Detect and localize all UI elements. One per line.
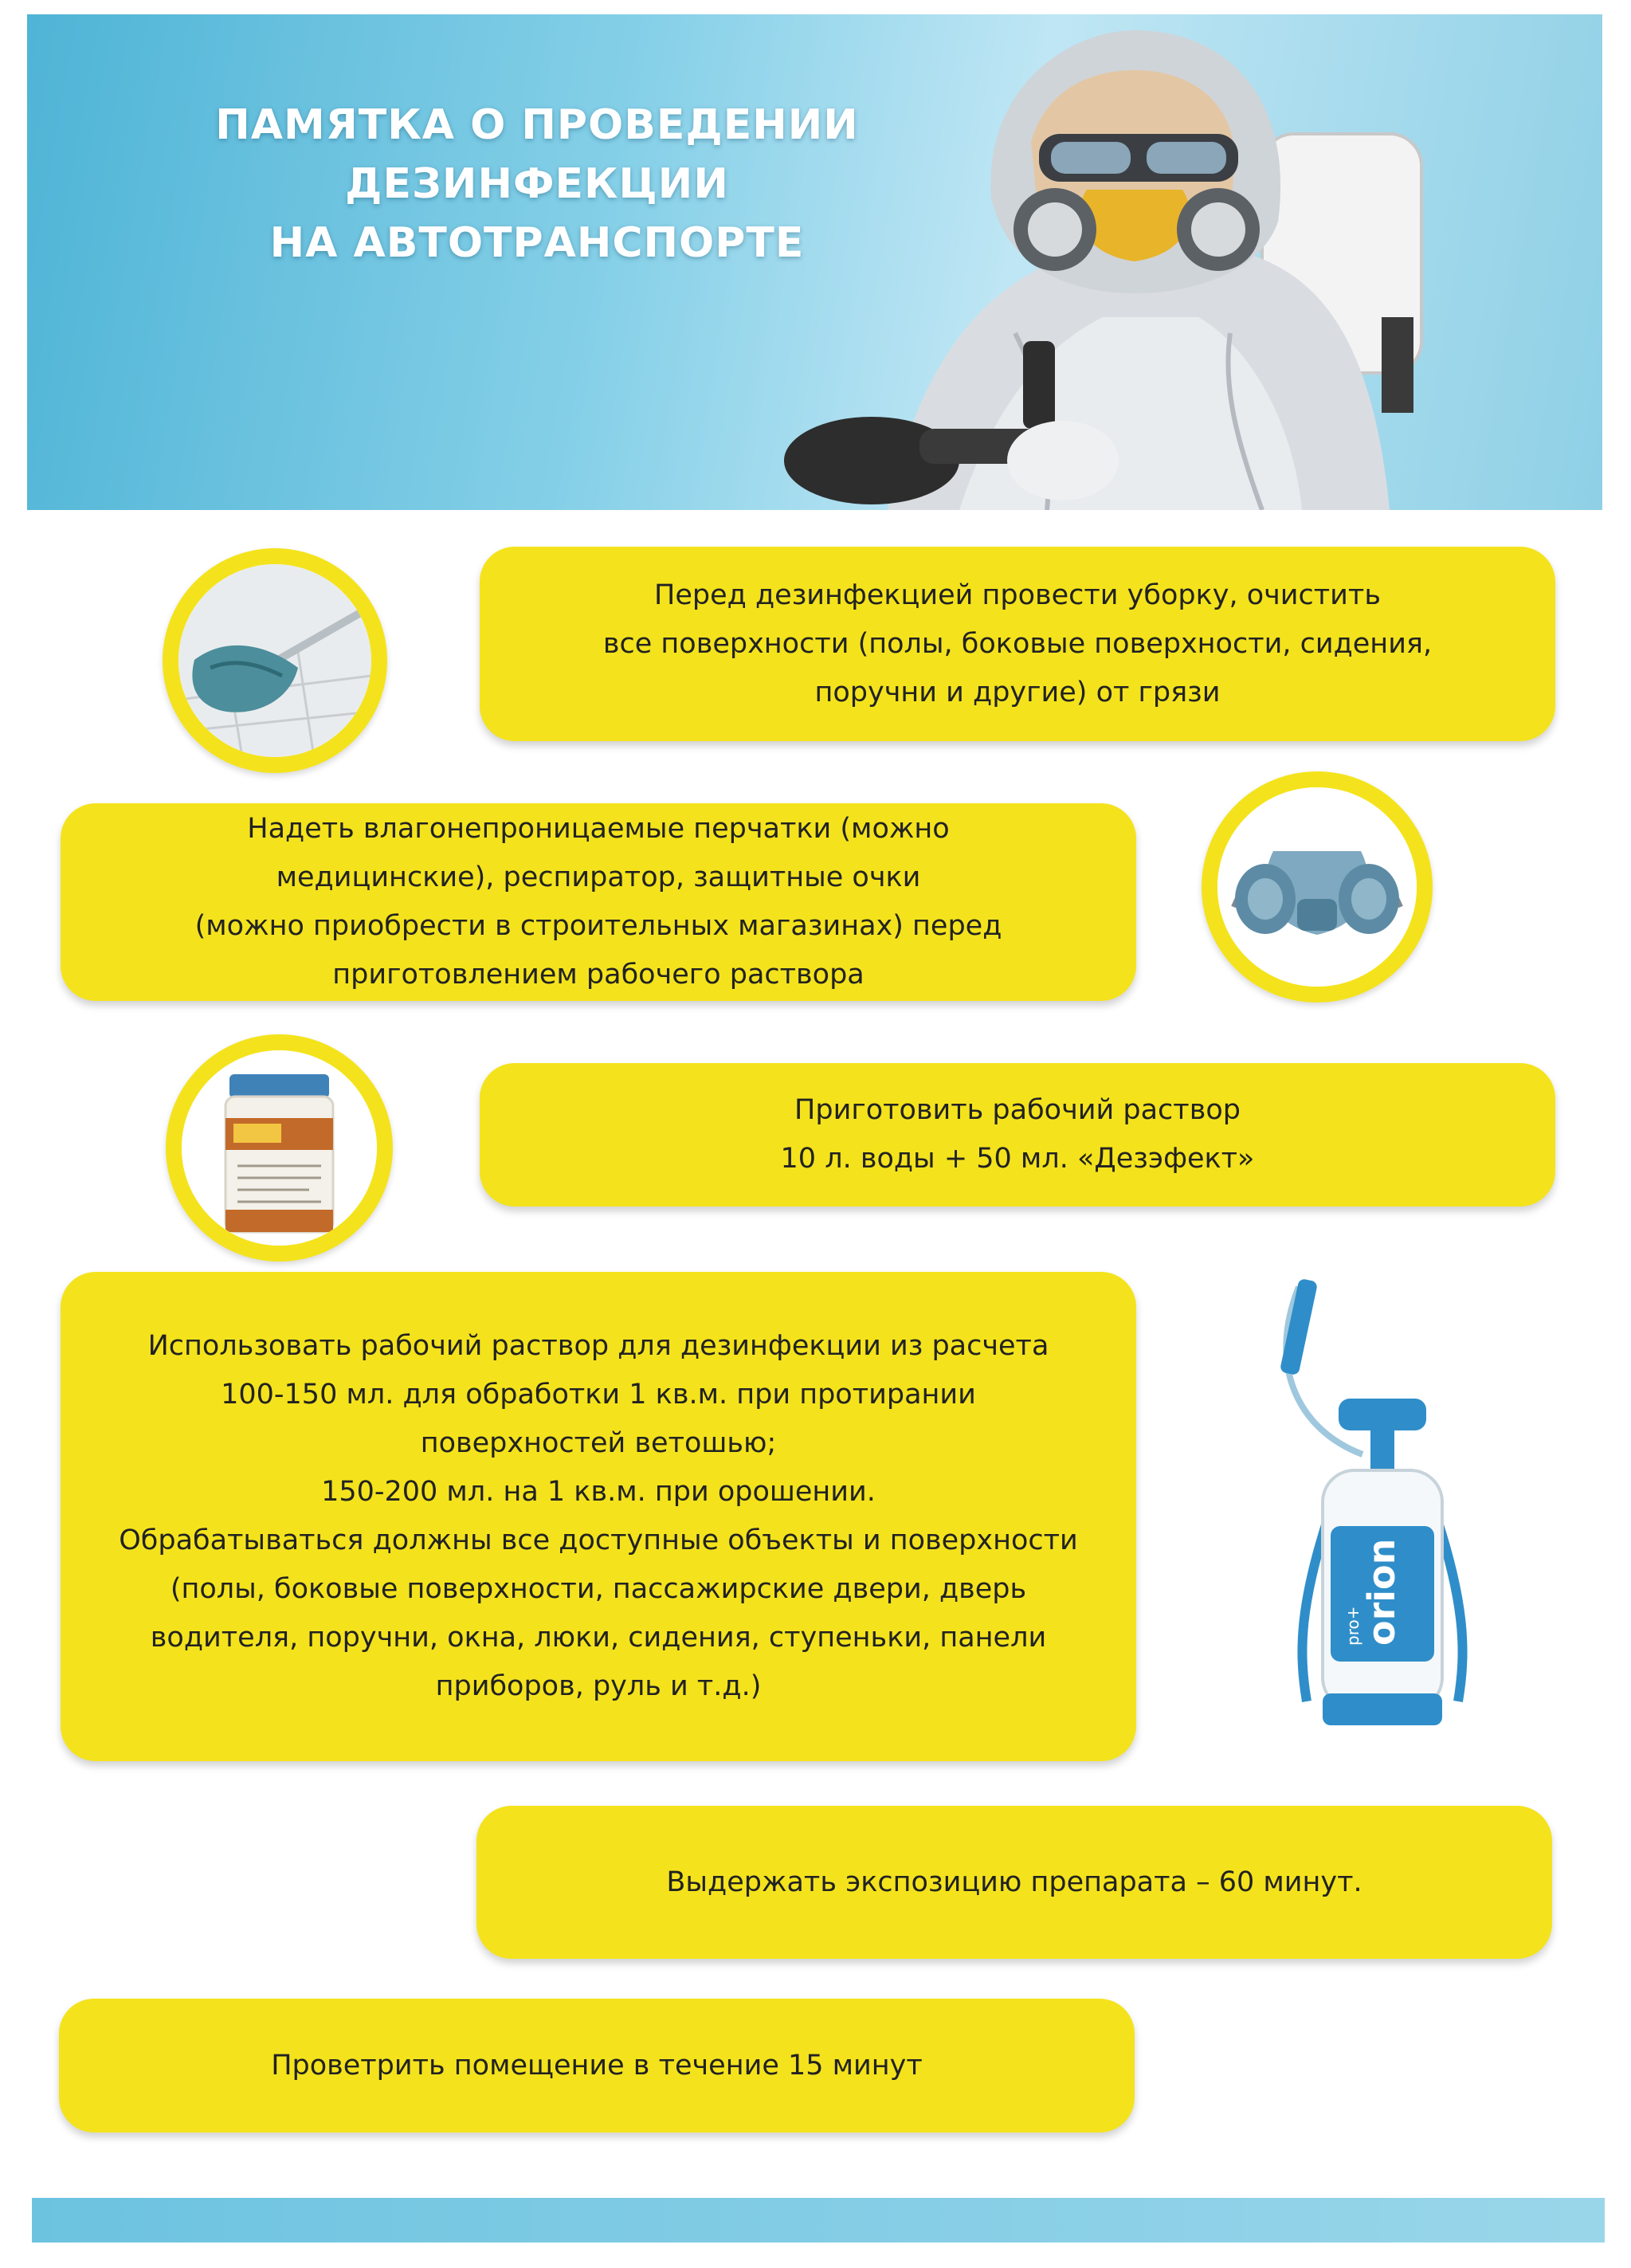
step-4-line-2: 100-150 мл. для обработки 1 кв.м. при протирании	[221, 1379, 976, 1411]
footer-bar	[32, 2198, 1605, 2242]
step-2-protective-equipment	[61, 803, 1136, 1001]
step-1-clean-surfaces	[480, 547, 1555, 741]
step-2-line-2: медицинские), респиратор, защитные очки	[276, 861, 921, 893]
step-1-line-3: поручни и другие) от грязи	[814, 676, 1221, 708]
step-4-line-8: приборов, руль и т.д.)	[435, 1670, 762, 1702]
sprayer-model-text: pro+	[1343, 1606, 1362, 1646]
step-6-line-1: Проветрить помещение в течение 15 минут	[271, 2049, 923, 2082]
step-3-line-1: Приготовить рабочий раствор	[794, 1094, 1241, 1126]
sprayer-icon	[1251, 1271, 1490, 1733]
step-4-line-4: 150-200 мл. на 1 кв.м. при орошении.	[321, 1476, 876, 1508]
sprayer-brand-text: orion	[1360, 1538, 1403, 1646]
step-4-line-5: Обрабатываться должны все доступные объекты и поверхности	[119, 1524, 1078, 1556]
mop-icon	[178, 564, 371, 757]
step-4-line-3: поверхностей ветошью;	[420, 1427, 777, 1459]
step-3-line-2: 10 л. воды + 50 мл. «Дезэфект»	[780, 1143, 1255, 1175]
step-4-line-1: Использовать рабочий раствор для дезинфекции из расчета	[147, 1330, 1049, 1362]
step-4-line-7: водителя, поручни, окна, люки, сидения, ступеньки, панели	[150, 1622, 1047, 1654]
step-5-exposure-time	[476, 1806, 1552, 1959]
step-4-apply-solution	[61, 1272, 1136, 1761]
header-banner	[27, 14, 1602, 510]
step-6-ventilate-room	[59, 1999, 1135, 2133]
respirator-icon	[1217, 787, 1417, 987]
step-3-prepare-solution	[480, 1063, 1555, 1207]
step-1-line-2: все поверхности (полы, боковые поверхности, сидения,	[602, 627, 1433, 660]
step-2-line-1: Надеть влагонепроницаемые перчатки (можно	[247, 813, 950, 845]
step-4-line-6: (полы, боковые поверхности, пассажирские двери, дверь	[170, 1573, 1027, 1605]
page-title-line-1: ПАМЯТКА О ПРОВЕДЕНИИ ДЕЗИНФЕКЦИИ	[215, 101, 859, 208]
disinfectant-jar-icon	[182, 1050, 377, 1246]
hazmat-worker-illustration	[752, 14, 1549, 510]
step-1-line-1: Перед дезинфекцией провести уборку, очистить	[654, 579, 1381, 611]
respirator-image-circle	[1202, 771, 1433, 1003]
step-5-line-1: Выдержать экспозицию препарата – 60 минут.	[666, 1866, 1362, 1898]
step-2-line-4: приготовлением рабочего раствора	[332, 959, 865, 991]
page-title-line-2: НА АВТОТРАНСПОРТЕ	[269, 219, 805, 267]
step-2-line-3: (можно приобрести в строительных магазинах) перед	[194, 910, 1002, 942]
mop-image-circle	[163, 548, 387, 773]
disinfectant-jar-image-circle	[166, 1034, 393, 1262]
